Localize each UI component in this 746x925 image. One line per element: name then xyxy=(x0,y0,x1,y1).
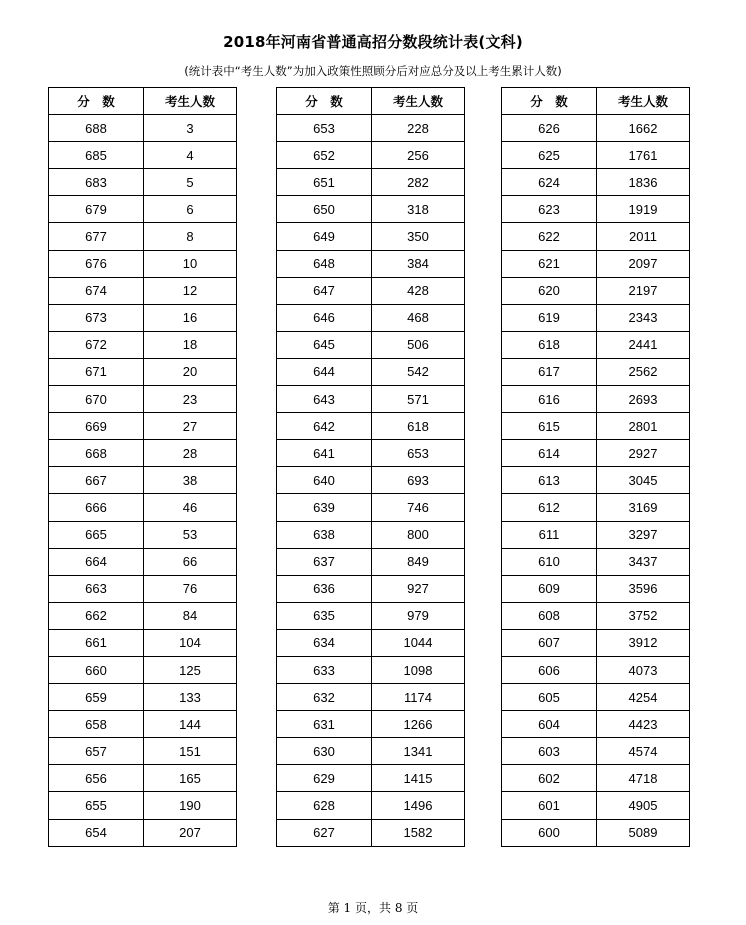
count-cell: 3437 xyxy=(597,548,690,575)
count-cell: 228 xyxy=(372,115,465,142)
count-cell: 653 xyxy=(372,440,465,467)
score-cell: 602 xyxy=(502,765,597,792)
table-row xyxy=(277,711,465,738)
table-row xyxy=(502,169,690,196)
count-cell: 84 xyxy=(144,602,237,629)
table-row xyxy=(502,656,690,683)
table-row xyxy=(502,331,690,358)
table-header-row xyxy=(502,88,690,115)
score-cell: 666 xyxy=(49,494,144,521)
table-row xyxy=(49,358,237,385)
count-cell: 46 xyxy=(144,494,237,521)
table-row xyxy=(502,521,690,548)
page-title: 2018年河南省普通高招分数段统计表(文科) xyxy=(223,33,523,51)
count-cell: 1836 xyxy=(597,169,690,196)
score-cell: 627 xyxy=(277,819,372,846)
count-column-header: 考生人数 xyxy=(597,88,690,115)
count-cell: 2197 xyxy=(597,277,690,304)
count-cell: 506 xyxy=(372,331,465,358)
score-table-2 xyxy=(276,87,465,847)
count-cell: 350 xyxy=(372,223,465,250)
count-cell: 4 xyxy=(144,142,237,169)
table-row xyxy=(49,196,237,223)
table-row xyxy=(49,440,237,467)
table-row xyxy=(502,494,690,521)
table-row xyxy=(49,548,237,575)
table-row xyxy=(49,115,237,142)
score-cell: 651 xyxy=(277,169,372,196)
count-cell: 144 xyxy=(144,711,237,738)
score-cell: 630 xyxy=(277,738,372,765)
score-cell: 625 xyxy=(502,142,597,169)
table-row xyxy=(277,738,465,765)
score-cell: 621 xyxy=(502,250,597,277)
count-column-header: 考生人数 xyxy=(144,88,237,115)
count-cell: 12 xyxy=(144,277,237,304)
table-row xyxy=(49,277,237,304)
score-cell: 624 xyxy=(502,169,597,196)
score-cell: 650 xyxy=(277,196,372,223)
table-row xyxy=(277,358,465,385)
table-row xyxy=(49,575,237,602)
table-row xyxy=(49,602,237,629)
count-cell: 2562 xyxy=(597,358,690,385)
count-cell: 1415 xyxy=(372,765,465,792)
table-row xyxy=(502,440,690,467)
score-cell: 644 xyxy=(277,358,372,385)
page-subtitle: (统计表中“考生人数”为加入政策性照顾分后对应总分及以上考生累计人数) xyxy=(184,64,562,78)
score-cell: 611 xyxy=(502,521,597,548)
score-column-header: 分 数 xyxy=(49,88,144,115)
score-cell: 641 xyxy=(277,440,372,467)
table-row xyxy=(49,711,237,738)
count-cell: 542 xyxy=(372,358,465,385)
count-cell: 468 xyxy=(372,304,465,331)
table-row xyxy=(502,115,690,142)
table-row xyxy=(49,250,237,277)
count-cell: 4254 xyxy=(597,684,690,711)
score-cell: 667 xyxy=(49,467,144,494)
count-cell: 428 xyxy=(372,277,465,304)
count-cell: 76 xyxy=(144,575,237,602)
score-cell: 646 xyxy=(277,304,372,331)
table-row xyxy=(502,467,690,494)
count-cell: 1341 xyxy=(372,738,465,765)
score-cell: 653 xyxy=(277,115,372,142)
table-row xyxy=(502,250,690,277)
score-cell: 685 xyxy=(49,142,144,169)
count-cell: 3297 xyxy=(597,521,690,548)
score-cell: 643 xyxy=(277,386,372,413)
score-cell: 677 xyxy=(49,223,144,250)
table-row xyxy=(277,765,465,792)
score-cell: 649 xyxy=(277,223,372,250)
count-cell: 318 xyxy=(372,196,465,223)
score-column-header: 分 数 xyxy=(502,88,597,115)
count-cell: 3752 xyxy=(597,602,690,629)
count-cell: 2097 xyxy=(597,250,690,277)
score-cell: 655 xyxy=(49,792,144,819)
count-cell: 66 xyxy=(144,548,237,575)
count-cell: 133 xyxy=(144,684,237,711)
table-row xyxy=(49,521,237,548)
table-row xyxy=(277,575,465,602)
count-cell: 4905 xyxy=(597,792,690,819)
score-cell: 645 xyxy=(277,331,372,358)
count-cell: 927 xyxy=(372,575,465,602)
count-cell: 207 xyxy=(144,819,237,846)
count-column-header: 考生人数 xyxy=(372,88,465,115)
count-cell: 746 xyxy=(372,494,465,521)
table-row xyxy=(277,656,465,683)
table-row xyxy=(502,792,690,819)
table-row xyxy=(502,738,690,765)
count-cell: 849 xyxy=(372,548,465,575)
table-row xyxy=(502,711,690,738)
score-cell: 628 xyxy=(277,792,372,819)
score-cell: 629 xyxy=(277,765,372,792)
count-cell: 23 xyxy=(144,386,237,413)
count-cell: 1496 xyxy=(372,792,465,819)
page-footer: 第 1 页，共 8 页 xyxy=(327,901,419,915)
count-cell: 2801 xyxy=(597,413,690,440)
count-cell: 125 xyxy=(144,656,237,683)
score-cell: 634 xyxy=(277,629,372,656)
count-cell: 1761 xyxy=(597,142,690,169)
score-cell: 665 xyxy=(49,521,144,548)
score-cell: 632 xyxy=(277,684,372,711)
count-cell: 1044 xyxy=(372,629,465,656)
table-row xyxy=(49,765,237,792)
count-cell: 18 xyxy=(144,331,237,358)
count-cell: 256 xyxy=(372,142,465,169)
score-cell: 659 xyxy=(49,684,144,711)
score-cell: 636 xyxy=(277,575,372,602)
table-header-row xyxy=(49,88,237,115)
table-row xyxy=(502,413,690,440)
count-cell: 2693 xyxy=(597,386,690,413)
count-cell: 4073 xyxy=(597,656,690,683)
score-cell: 657 xyxy=(49,738,144,765)
score-cell: 616 xyxy=(502,386,597,413)
score-cell: 617 xyxy=(502,358,597,385)
count-cell: 2441 xyxy=(597,331,690,358)
score-cell: 608 xyxy=(502,602,597,629)
score-cell: 663 xyxy=(49,575,144,602)
count-cell: 800 xyxy=(372,521,465,548)
score-cell: 604 xyxy=(502,711,597,738)
table-row xyxy=(277,440,465,467)
score-cell: 607 xyxy=(502,629,597,656)
table-row xyxy=(277,792,465,819)
score-cell: 637 xyxy=(277,548,372,575)
count-cell: 2927 xyxy=(597,440,690,467)
table-row xyxy=(502,142,690,169)
table-row xyxy=(277,304,465,331)
count-cell: 618 xyxy=(372,413,465,440)
score-cell: 688 xyxy=(49,115,144,142)
score-cell: 633 xyxy=(277,656,372,683)
table-row xyxy=(49,413,237,440)
table-row xyxy=(49,738,237,765)
table-row xyxy=(49,656,237,683)
score-cell: 609 xyxy=(502,575,597,602)
score-cell: 647 xyxy=(277,277,372,304)
score-cell: 619 xyxy=(502,304,597,331)
table-row xyxy=(277,250,465,277)
score-cell: 652 xyxy=(277,142,372,169)
score-cell: 601 xyxy=(502,792,597,819)
count-cell: 16 xyxy=(144,304,237,331)
count-cell: 20 xyxy=(144,358,237,385)
count-cell: 1098 xyxy=(372,656,465,683)
table-row xyxy=(277,629,465,656)
table-header-row xyxy=(277,88,465,115)
count-cell: 190 xyxy=(144,792,237,819)
score-cell: 671 xyxy=(49,358,144,385)
table-row xyxy=(277,142,465,169)
score-cell: 683 xyxy=(49,169,144,196)
table-row xyxy=(277,277,465,304)
count-cell: 979 xyxy=(372,602,465,629)
score-cell: 656 xyxy=(49,765,144,792)
count-cell: 1582 xyxy=(372,819,465,846)
score-cell: 648 xyxy=(277,250,372,277)
table-row xyxy=(277,413,465,440)
score-column-header: 分 数 xyxy=(277,88,372,115)
score-cell: 662 xyxy=(49,602,144,629)
count-cell: 104 xyxy=(144,629,237,656)
table-row xyxy=(49,494,237,521)
score-cell: 613 xyxy=(502,467,597,494)
count-cell: 10 xyxy=(144,250,237,277)
table-row xyxy=(277,494,465,521)
score-cell: 670 xyxy=(49,386,144,413)
table-row xyxy=(502,765,690,792)
table-row xyxy=(277,521,465,548)
table-row xyxy=(502,575,690,602)
score-cell: 668 xyxy=(49,440,144,467)
table-row xyxy=(277,386,465,413)
score-cell: 631 xyxy=(277,711,372,738)
score-cell: 676 xyxy=(49,250,144,277)
table-row xyxy=(49,331,237,358)
table-row xyxy=(502,548,690,575)
table-row xyxy=(502,819,690,846)
count-cell: 53 xyxy=(144,521,237,548)
table-row xyxy=(502,277,690,304)
table-row xyxy=(502,358,690,385)
count-cell: 571 xyxy=(372,386,465,413)
score-cell: 600 xyxy=(502,819,597,846)
table-row xyxy=(277,819,465,846)
table-row xyxy=(502,196,690,223)
count-cell: 3912 xyxy=(597,629,690,656)
table-row xyxy=(277,115,465,142)
score-cell: 639 xyxy=(277,494,372,521)
table-row xyxy=(49,819,237,846)
table-row xyxy=(502,386,690,413)
score-cell: 660 xyxy=(49,656,144,683)
score-cell: 603 xyxy=(502,738,597,765)
count-cell: 1662 xyxy=(597,115,690,142)
score-cell: 661 xyxy=(49,629,144,656)
table-row xyxy=(49,629,237,656)
count-cell: 3045 xyxy=(597,467,690,494)
score-cell: 622 xyxy=(502,223,597,250)
score-cell: 606 xyxy=(502,656,597,683)
score-cell: 642 xyxy=(277,413,372,440)
table-row xyxy=(502,304,690,331)
count-cell: 5 xyxy=(144,169,237,196)
score-cell: 673 xyxy=(49,304,144,331)
count-cell: 151 xyxy=(144,738,237,765)
score-cell: 635 xyxy=(277,602,372,629)
table-row xyxy=(49,304,237,331)
count-cell: 6 xyxy=(144,196,237,223)
score-cell: 679 xyxy=(49,196,144,223)
score-cell: 612 xyxy=(502,494,597,521)
table-row xyxy=(49,142,237,169)
table-row xyxy=(49,792,237,819)
table-row xyxy=(502,684,690,711)
score-cell: 674 xyxy=(49,277,144,304)
score-cell: 620 xyxy=(502,277,597,304)
count-cell: 165 xyxy=(144,765,237,792)
count-cell: 693 xyxy=(372,467,465,494)
table-row xyxy=(49,169,237,196)
table-row xyxy=(277,331,465,358)
table-row xyxy=(49,386,237,413)
table-row xyxy=(49,684,237,711)
table-row xyxy=(277,548,465,575)
score-cell: 626 xyxy=(502,115,597,142)
count-cell: 5089 xyxy=(597,819,690,846)
score-cell: 654 xyxy=(49,819,144,846)
table-row xyxy=(502,223,690,250)
table-row xyxy=(277,169,465,196)
count-cell: 2343 xyxy=(597,304,690,331)
score-cell: 658 xyxy=(49,711,144,738)
table-row xyxy=(277,684,465,711)
count-cell: 384 xyxy=(372,250,465,277)
score-cell: 615 xyxy=(502,413,597,440)
count-cell: 3596 xyxy=(597,575,690,602)
count-cell: 4718 xyxy=(597,765,690,792)
count-cell: 27 xyxy=(144,413,237,440)
score-cell: 638 xyxy=(277,521,372,548)
score-cell: 618 xyxy=(502,331,597,358)
score-table-1 xyxy=(48,87,237,847)
score-cell: 614 xyxy=(502,440,597,467)
score-cell: 672 xyxy=(49,331,144,358)
count-cell: 1919 xyxy=(597,196,690,223)
score-cell: 669 xyxy=(49,413,144,440)
count-cell: 4574 xyxy=(597,738,690,765)
table-row xyxy=(277,196,465,223)
table-row xyxy=(502,602,690,629)
table-row xyxy=(277,602,465,629)
table-row xyxy=(277,223,465,250)
score-table-3 xyxy=(501,87,690,847)
count-cell: 28 xyxy=(144,440,237,467)
table-row xyxy=(49,467,237,494)
count-cell: 1174 xyxy=(372,684,465,711)
score-cell: 664 xyxy=(49,548,144,575)
count-cell: 2011 xyxy=(597,223,690,250)
table-row xyxy=(49,223,237,250)
count-cell: 3169 xyxy=(597,494,690,521)
score-cell: 605 xyxy=(502,684,597,711)
score-cell: 623 xyxy=(502,196,597,223)
table-row xyxy=(277,467,465,494)
count-cell: 4423 xyxy=(597,711,690,738)
score-cell: 610 xyxy=(502,548,597,575)
count-cell: 282 xyxy=(372,169,465,196)
count-cell: 38 xyxy=(144,467,237,494)
count-cell: 8 xyxy=(144,223,237,250)
count-cell: 1266 xyxy=(372,711,465,738)
score-cell: 640 xyxy=(277,467,372,494)
table-row xyxy=(502,629,690,656)
count-cell: 3 xyxy=(144,115,237,142)
